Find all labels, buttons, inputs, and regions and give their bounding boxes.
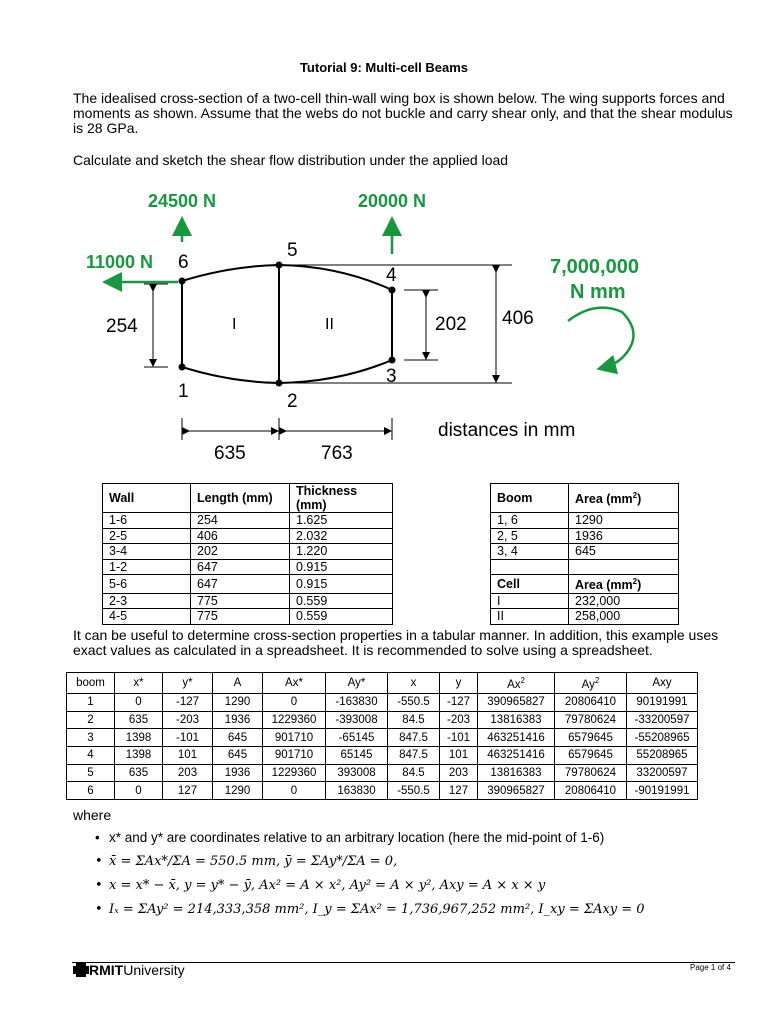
boom-label-3: 3 [386, 366, 397, 387]
calc-table-header: boom x* y* A Ax* Ay* x y Ax$^2$ Ay$^2$ Axy [67, 673, 698, 694]
section-outline [182, 265, 392, 383]
boom-label-5: 5 [287, 240, 298, 261]
dimension-254: 254 [106, 316, 138, 337]
where-label: where [73, 807, 112, 823]
list-item: • Iₓ = ΣAy² = 214,333,358 mm², I_y = ΣAx² = 1,736,967,252 mm², I_xy = ΣAxy = 0 [95, 902, 645, 917]
table-row: 3-4 202 1.220 3, 4 645 [103, 544, 679, 560]
boom-label-1: 1 [178, 381, 189, 402]
table-row: 5 635 203 1936 1229360 393008 84.5 203 13816383 79780624 33200597 [67, 764, 698, 782]
boom-6 [179, 278, 186, 285]
bullet-dot-icon: • [95, 878, 103, 893]
table-row: 5-6 647 0.915 Cell Area $(mm^2)$ [103, 575, 679, 593]
dimension-635: 635 [214, 443, 246, 464]
list-item: • x̄ = ΣAx*/ΣA = 550.5 mm, ȳ = ΣAy*/ΣA = 0, [95, 854, 398, 869]
bullet-dot-icon: • [95, 902, 103, 917]
table-row: 3 1398 -101 645 901710 -65145 847.5 -101 463251416 6579645 -55208965 [67, 729, 698, 747]
force-label-24500: 24500 N [148, 191, 217, 211]
wall-6-5-4 [182, 265, 392, 290]
list-item: • x = x* − x̄, y = y* − ȳ, Ax² = A × x², Ay² = A × y², Axy = A × x × y [95, 878, 546, 893]
wall-table-header [103, 484, 679, 513]
table-gap [393, 484, 491, 513]
table-row: 4 1398 101 645 901710 65145 847.5 101 463251416 6579645 55208965 [67, 746, 698, 764]
dimension-406: 406 [502, 308, 534, 329]
section-properties-table [66, 672, 698, 800]
table-row: 2-5 406 2.032 2, 5 1936 [103, 528, 679, 544]
boom-label-6: 6 [178, 252, 189, 273]
header-area: Area $(mm^2)$ [569, 484, 679, 513]
rmit-logo: RMITUniversity [73, 962, 185, 978]
moment-unit: N mm [570, 281, 626, 303]
table-row: 6 0 127 1290 0 163830 -550.5 127 390965827 20806410 -90191991 [67, 782, 698, 800]
boom-4 [389, 287, 396, 294]
bullet-dot-icon: • [95, 830, 100, 845]
header-boom: Boom [491, 484, 569, 513]
table-row: 1-6 254 1.625 1, 6 1290 [103, 513, 679, 529]
dimension-202: 202 [435, 314, 467, 335]
header-thickness: Thickness (mm) [290, 484, 393, 513]
page-number: Page 1 of 4 [690, 963, 731, 972]
moment-value: 7,000,000 [550, 256, 639, 278]
moment-arrow [568, 308, 634, 367]
force-label-11000: 11000 N [86, 252, 154, 272]
bullet-dot-icon: • [95, 854, 103, 869]
table-row: 2 635 -203 1936 1229360 -393008 84.5 -203 13816383 79780624 -33200597 [67, 711, 698, 729]
boom-1 [179, 364, 186, 371]
dimensions [144, 265, 512, 440]
cell-label-1: I [232, 316, 237, 333]
task-paragraph: Calculate and sketch the shear flow distribution under the applied load [73, 152, 509, 168]
wall-properties-table [102, 483, 679, 625]
table-row: 1-2 647 0.915 [103, 559, 679, 575]
rmit-pixel-icon [73, 963, 89, 977]
derivation-bullets [95, 830, 735, 920]
boom-3 [389, 357, 396, 364]
intro-paragraph: The idealised cross-section of a two-cell thin-wall wing box is shown below. The wing supports forces and moments as shown. Assume that the webs do not buckle and carry shear only, and that the shear modulus is 28 GPa. [73, 90, 733, 136]
page-title: Tutorial 9: Multi-cell Beams [299, 60, 469, 75]
header-wall: Wall [103, 484, 191, 513]
cell-label-2: II [325, 316, 334, 333]
wing-box-diagram [0, 180, 768, 470]
table-row: 2-3 775 0.559 I 232,000 [103, 593, 679, 609]
header-cell-area: Area $(mm^2)$ [569, 575, 679, 593]
boom-2 [276, 380, 283, 387]
table-row: 1 0 -127 1290 0 -163830 -550.5 -127 390965827 20806410 90191991 [67, 693, 698, 711]
dimension-763: 763 [321, 443, 353, 464]
boom-label-4: 4 [386, 265, 397, 286]
force-label-20000: 20000 N [358, 191, 427, 211]
list-item: • x* and y* are coordinates relative to an arbitrary location (here the mid-point of 1-6) [95, 830, 605, 845]
booms [179, 262, 396, 387]
header-length: Length (mm) [191, 484, 290, 513]
header-cell: Cell [491, 575, 569, 593]
boom-label-2: 2 [287, 391, 298, 412]
wall-1-2-3 [182, 360, 392, 383]
units-note: distances in mm [438, 420, 576, 441]
note-paragraph: It can be useful to determine cross-section properties in a tabular manner. In addition, this example uses exact values as calculated in a spreadsheet. It is recommended to solve using a spreadsheet. [73, 627, 719, 658]
table-row: 4-5 775 0.559 II 258,000 [103, 609, 679, 625]
boom-5 [276, 262, 283, 269]
